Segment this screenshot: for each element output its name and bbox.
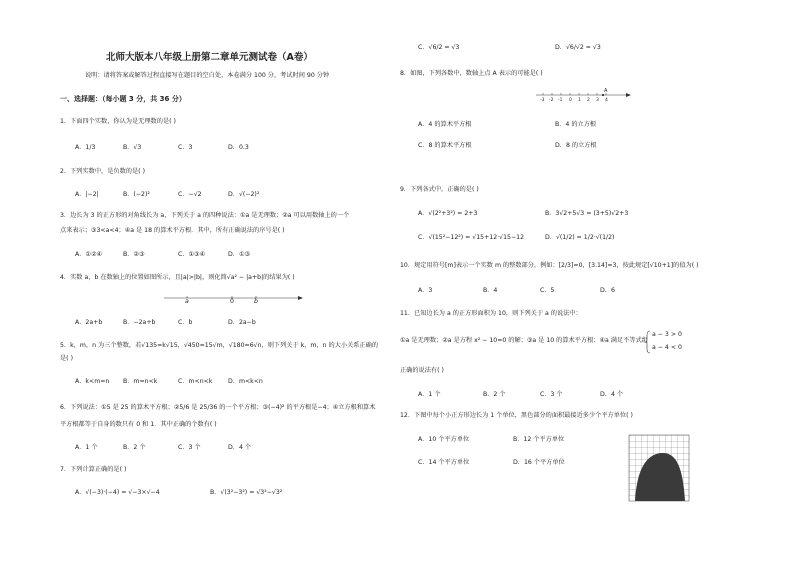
q11-inequality-1: a − 3 > 0 <box>652 331 682 338</box>
q9-option-c[interactable]: C．√(15²−12²) = √15+12·√15−12 <box>418 234 525 241</box>
q8-option-a[interactable]: A．4 的算术平方根 <box>418 121 472 128</box>
q12-option-d[interactable]: D．16 个平方单位 <box>513 459 565 466</box>
q8-tick-neg2: -2 <box>549 98 554 103</box>
q11-line2: ①a 是无理数；②a 是方程 x² − 10=0 的解；③a 是 10 的算术平方根；④a 满足不等式组 <box>400 337 648 344</box>
q4-label-a: a <box>185 298 189 305</box>
q7-stem: 7．下列计算正确的是( ) <box>60 466 127 473</box>
q10-stem: 10．规定用符号[m]表示一个实数 m 的整数部分，例如：[2/3]=0，[3.14]=3，按此规定[√10+1]的值为( ) <box>400 262 699 269</box>
q8-tick-2: 2 <box>587 98 590 103</box>
q5-option-a[interactable]: A．k<m=n <box>75 378 110 385</box>
q9-stem: 9．下列各式中，正确的是( ) <box>400 186 479 193</box>
q4-stem: 4．实数 a，b 在数轴上的位置如图所示，且|a|>|b|，则化简√a² − |a+b|的结果为( ) <box>60 274 295 281</box>
q1-option-b[interactable]: B．√3 <box>123 144 142 151</box>
q12-option-b[interactable]: B．12 个平方单位 <box>513 436 565 443</box>
q1-option-a[interactable]: A．1/3 <box>75 144 96 151</box>
q4-option-c[interactable]: C．b <box>178 319 193 326</box>
q1-option-d[interactable]: D．0.3 <box>228 144 249 151</box>
q8-option-d[interactable]: D．8 的立方根 <box>555 142 597 149</box>
q7-option-a[interactable]: A．√(−3)·(−4) = √−3×√−4 <box>75 489 160 496</box>
q10-option-c[interactable]: C．5 <box>540 287 555 294</box>
q7-option-c[interactable]: C．√6/2 = √3 <box>418 44 460 51</box>
q7-option-d[interactable]: D．√6/√2 = √3 <box>555 44 601 51</box>
q10-option-a[interactable]: A．3 <box>418 287 433 294</box>
page-title: 北师大版本八年级上册第二章单元测试卷（A卷） <box>106 52 313 63</box>
q8-tick-3: 3 <box>596 98 599 103</box>
q4-option-a[interactable]: A．2a+b <box>75 319 103 326</box>
q6-option-d[interactable]: D．4 个 <box>228 444 252 451</box>
q6-option-c[interactable]: C．3 个 <box>178 444 201 451</box>
q5-option-c[interactable]: C．m<n<k <box>178 378 213 385</box>
q4-label-b: b <box>254 298 258 305</box>
q9-option-d[interactable]: D．√(1/2) = 1/2·√(1/2) <box>545 234 615 241</box>
section-heading: 一、选择题：（每小题 3 分，共 36 分） <box>60 95 186 103</box>
q12-stem: 12．下图中每个小正方形边长为 1 个单位，黑色部分的面积最接近多少个平方单位( ) <box>400 412 633 419</box>
q11-option-c[interactable]: C．3 个 <box>540 391 563 398</box>
q11-line3: 正确的说法有( ) <box>400 367 444 374</box>
q2-stem: 2．下列实数中，是负数的是( ) <box>60 168 145 175</box>
q8-tick-0: 0 <box>569 98 572 103</box>
q8-option-b[interactable]: B．4 的立方根 <box>555 121 597 128</box>
q8-tick-neg1: -1 <box>558 98 563 103</box>
q5-option-d[interactable]: D．m<k<n <box>228 378 263 385</box>
q2-option-a[interactable]: A．|−2| <box>75 191 99 198</box>
q9-option-a[interactable]: A．√(2²+3²) = 2+3 <box>418 210 478 217</box>
q8-tick-1: 1 <box>578 98 581 103</box>
q6-option-a[interactable]: A．1 个 <box>75 444 98 451</box>
q4-option-b[interactable]: B．−2a+b <box>123 319 156 326</box>
q11-option-a[interactable]: A．1 个 <box>418 391 441 398</box>
q5-option-b[interactable]: B．m=n<k <box>123 378 158 385</box>
q11-option-d[interactable]: D．4 个 <box>600 391 624 398</box>
q6-line2: 平方根都等于自身的数只有 0 和 1．其中正确的个数有( ) <box>60 421 217 428</box>
q3-line1: 3．边长为 3 的正方形的对角线长为 a，下列关于 a 的四种说法：①a 是无理数；②a 可以用数轴上的一个 <box>60 212 350 219</box>
q3-option-d[interactable]: D．①③ <box>228 251 251 258</box>
q2-option-d[interactable]: D．√(−2)² <box>228 191 260 198</box>
q8-point-label: A <box>604 88 608 94</box>
q5-line2: 是( ) <box>60 355 73 362</box>
q3-option-b[interactable]: B．②③ <box>123 251 145 258</box>
q1-option-c[interactable]: C．3 <box>178 144 193 151</box>
q5-stem: 5．k，m，n 为三个整数，若√135=k√15，√450=15√m，√180=6√n，则下列关于 k，m，n 的大小关系正确的 <box>60 342 379 349</box>
q8-stem: 8．如图，下列各数中，数轴上点 A 表示的可能是( ) <box>400 70 543 77</box>
q8-tick-4: 4 <box>605 98 608 103</box>
q4-number-line <box>150 294 305 306</box>
q12-option-a[interactable]: A．10 个平方单位 <box>418 436 470 443</box>
q12-option-c[interactable]: C．14 个平方单位 <box>418 459 470 466</box>
q4-label-0: 0 <box>230 298 234 305</box>
q2-option-b[interactable]: B．(−2)² <box>123 191 150 198</box>
q12-grid-figure <box>629 435 689 501</box>
q2-option-c[interactable]: C．−√2 <box>178 191 202 198</box>
q4-option-d[interactable]: D．2a−b <box>228 319 256 326</box>
q11-brace <box>645 330 651 354</box>
q6-option-b[interactable]: B．2 个 <box>123 444 146 451</box>
instructions: 说明：请将答案或解答过程直接写在题目的空白处，本卷满分 100 分，考试时间 90 分钟 <box>85 72 330 79</box>
q3-option-c[interactable]: C．①③④ <box>178 251 206 258</box>
q3-line2: 点来表示；③3<a<4；④a 是 18 的算术平方根．其中，所有正确说法的序号是( ) <box>60 227 285 234</box>
q1-stem: 1．下面四个实数，你认为是无理数的是( ) <box>60 118 176 125</box>
q7-option-b[interactable]: B．√(3²−3²) = √3²−√3² <box>210 489 283 496</box>
q11-option-b[interactable]: B．2 个 <box>483 391 506 398</box>
q11-inequality-2: a − 4 < 0 <box>652 344 682 351</box>
q10-option-d[interactable]: D．6 <box>600 287 615 294</box>
q11-stem: 11．已知边长为 a 的正方形面积为 10，则下列关于 a 的说法中： <box>400 310 582 317</box>
q8-option-c[interactable]: C．8 的算术平方根 <box>418 142 472 149</box>
q10-option-b[interactable]: B．4 <box>483 287 498 294</box>
q3-option-a[interactable]: A．①②④ <box>75 251 103 258</box>
q6-line1: 6．下列说法：①5 是 25 的算术平方根；②5/6 是 25/36 的一个平方根；③(−4)² 的平方根是−4；④立方根和算术 <box>60 404 376 411</box>
q8-tick-neg3: -3 <box>540 98 545 103</box>
q9-option-b[interactable]: B．3√2+5√3 = (3+5)√2+3 <box>545 210 629 217</box>
